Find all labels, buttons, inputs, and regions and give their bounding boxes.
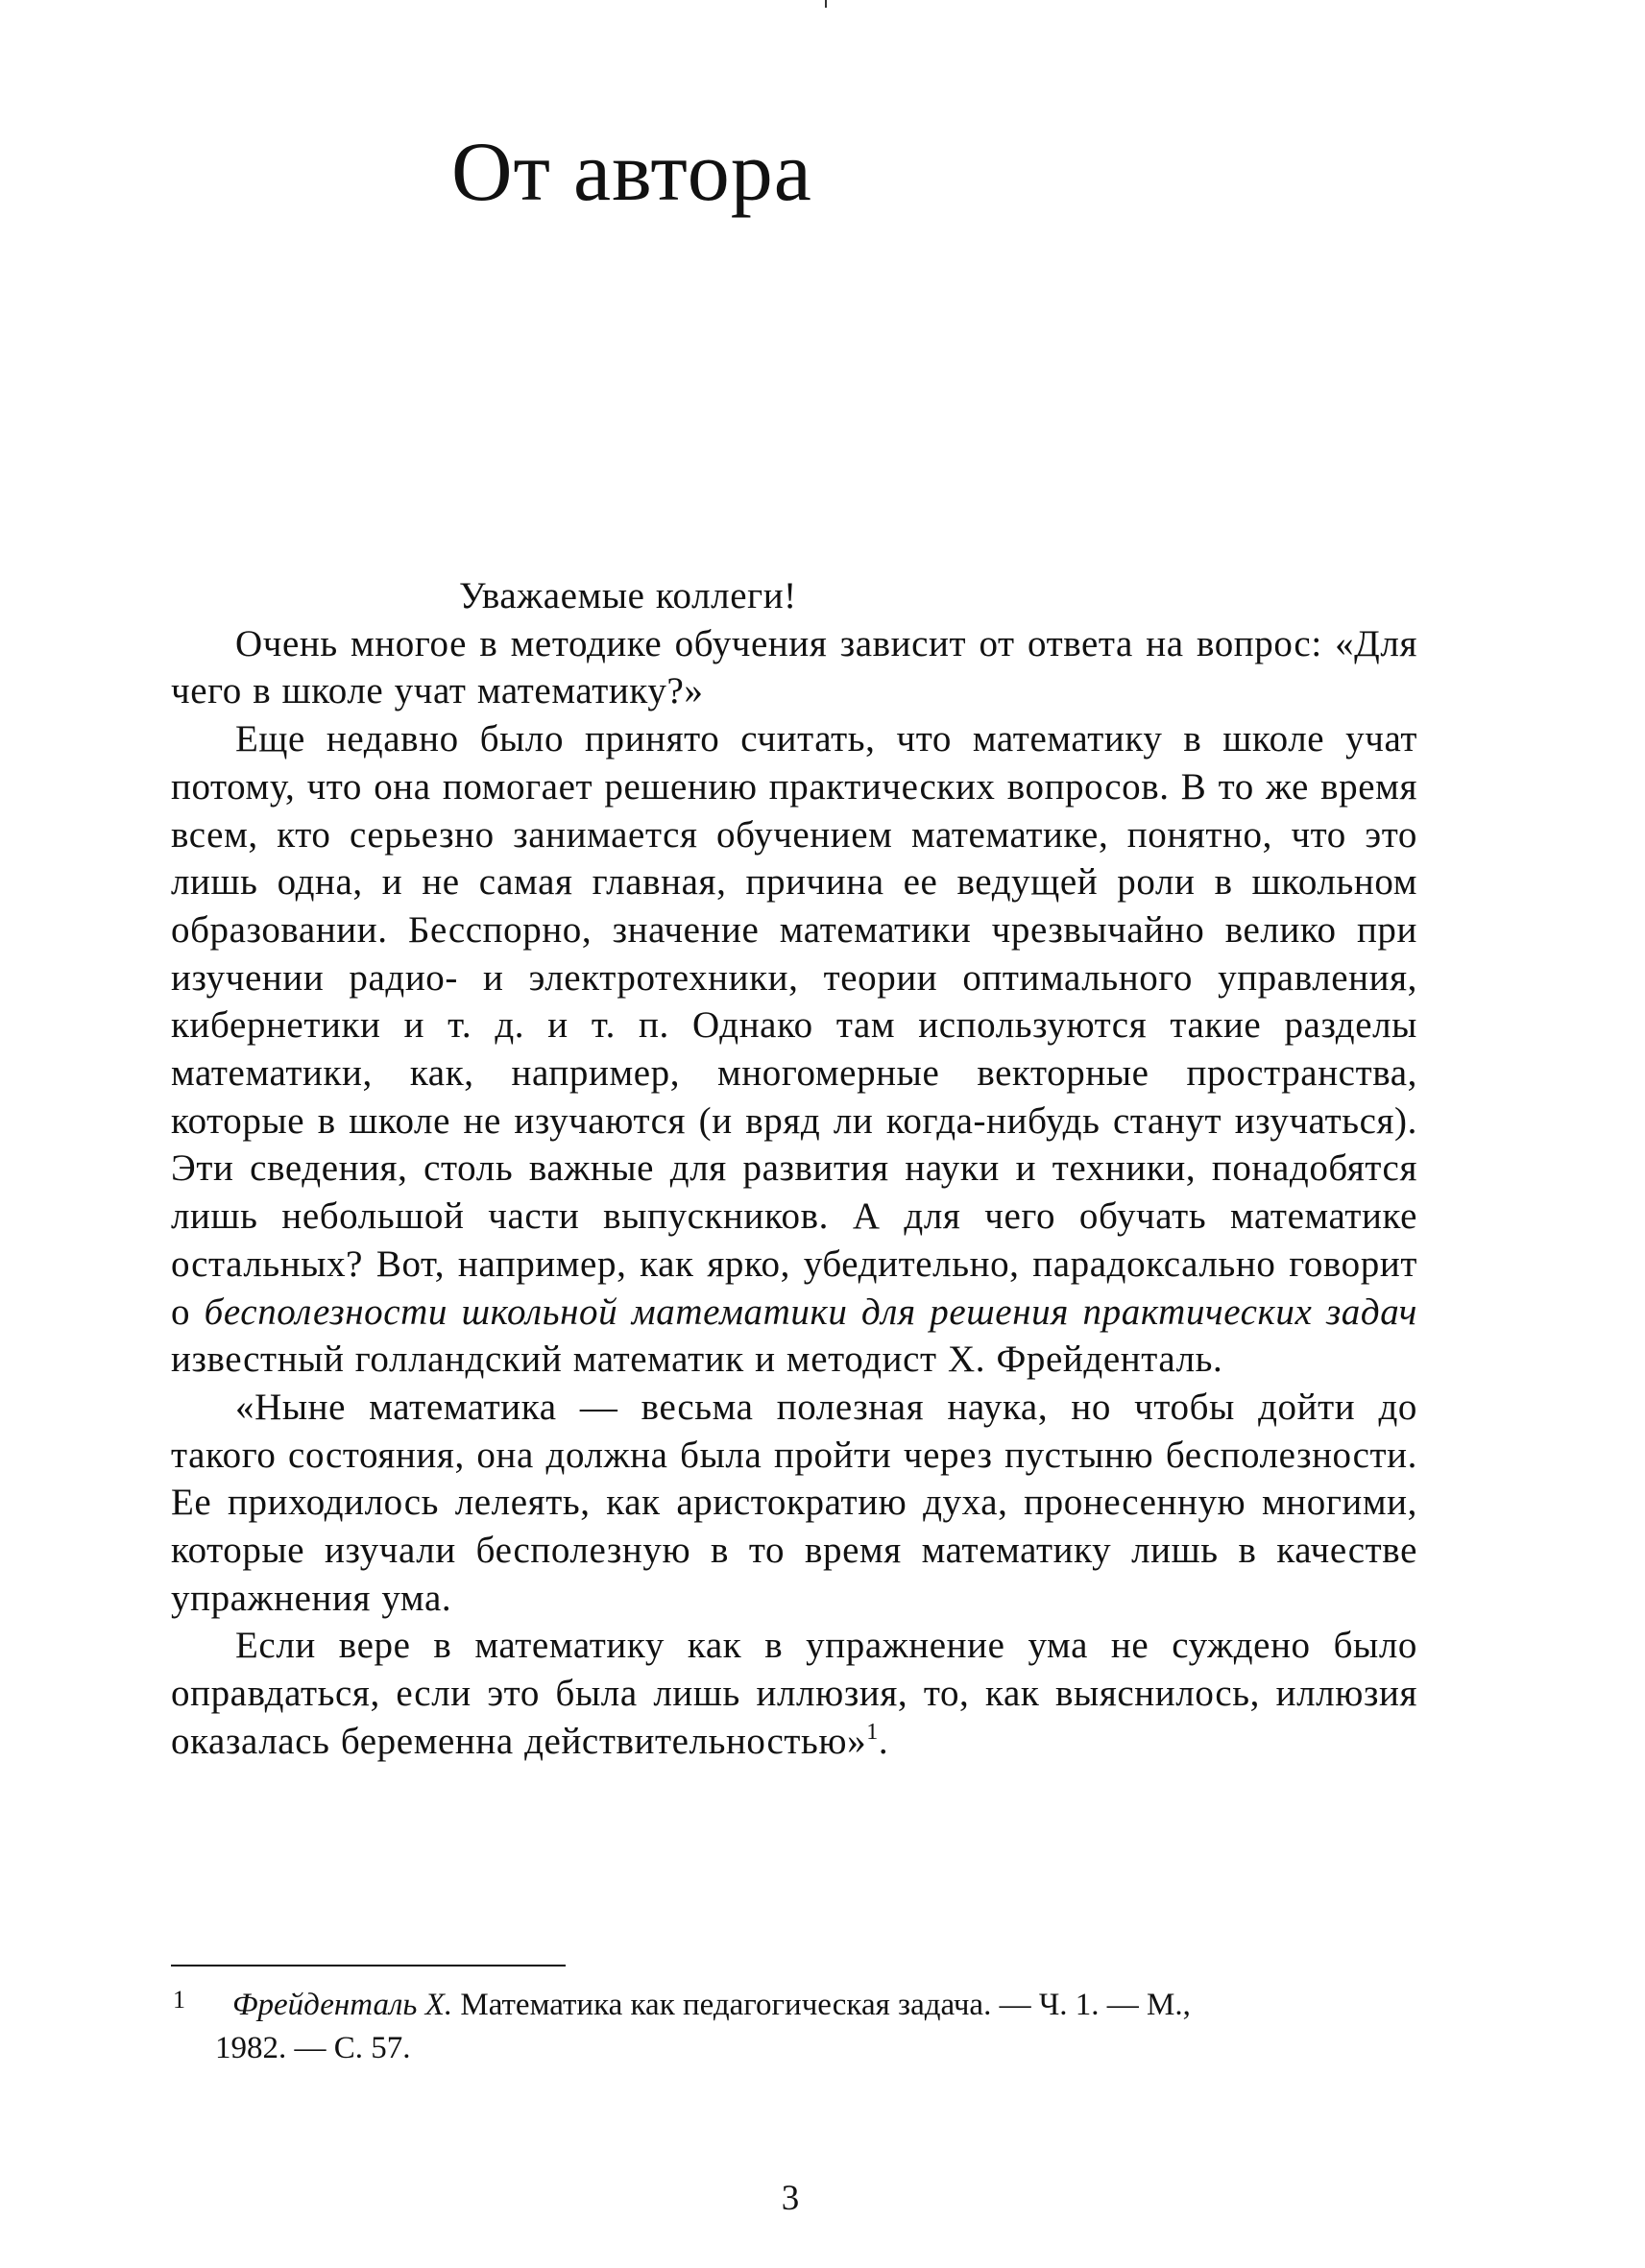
footnote: [171, 1984, 1419, 2070]
paragraph-2: [171, 715, 1417, 1384]
paragraph-2-part2: известный голландский математик и методист Х. Фрейденталь.: [171, 1339, 1223, 1381]
footnote-text-1: Математика как педагогическая задача. — Ч. 1. — М.,: [452, 1988, 1191, 2022]
body-text: [171, 572, 1417, 1766]
footnote-number: 1: [173, 1986, 185, 2014]
page-number: 3: [781, 2179, 800, 2218]
paragraph-4-text: Если вере в математику как в упражнение ума не суждено было оправдаться, если это была лишь иллюзия, то, как выяснилось, иллюзия оказалась беременна действительностью»: [171, 1625, 1417, 1762]
paragraph-2-emphasis: бесполезности школьной математики для решения практических задач: [204, 1291, 1417, 1333]
paragraph-3: «Ныне математика — весьма полезная наука, но чтобы дойти до такого состояния, она должна была пройти через пустыню бесполезности. Ее приходилось лелеять, как аристократию духа, пронесенную многими, которые изучали бесполезную в то время математику лишь в качестве упражнения ума.: [171, 1386, 1417, 1619]
footnote-divider: [171, 1965, 566, 1966]
paragraph-2-part1: Еще недавно было принято считать, что математику в школе учат потому, что она помогает решению практических вопросов. В то же время всем, кто серьезно занимается обучением математике, понятно, что это лишь одна, и не самая главная, причина ее ведущей роли в школьном образовании. Бесспорно, значение математики чрезвычайно велико при изучении радио- и электротехники, теории оптимального управления, кибернетики и т. д. и т. п. Однако там используются такие разделы математики, как, например, многомерные векторные пространства, которые в школе не изучаются (и вряд ли когда-нибудь станут изучаться). Эти сведения, столь важные для развития науки и техники, понадобятся лишь небольшой части выпускников. А для чего обучать математике остальных? Вот, например, как ярко, убедительно, парадоксально говорит о: [171, 718, 1417, 1333]
paragraph-1: Очень многое в методике обучения зависит от ответа на вопрос: «Для чего в школе учат математику?»: [171, 622, 1417, 712]
paragraph-4: [171, 1622, 1417, 1765]
chapter-title: От автора: [451, 126, 812, 219]
footnote-author: Фрейденталь Х.: [232, 1988, 453, 2022]
footnote-line-2: 1982. — С. 57.: [215, 2031, 411, 2065]
footnote-line-1: [232, 1984, 1419, 2027]
salutation: Уважаемые коллеги!: [459, 575, 797, 616]
crop-mark: [825, 0, 827, 8]
paragraph-4-end: .: [878, 1720, 889, 1762]
footnote-reference[interactable]: 1: [866, 1719, 879, 1745]
